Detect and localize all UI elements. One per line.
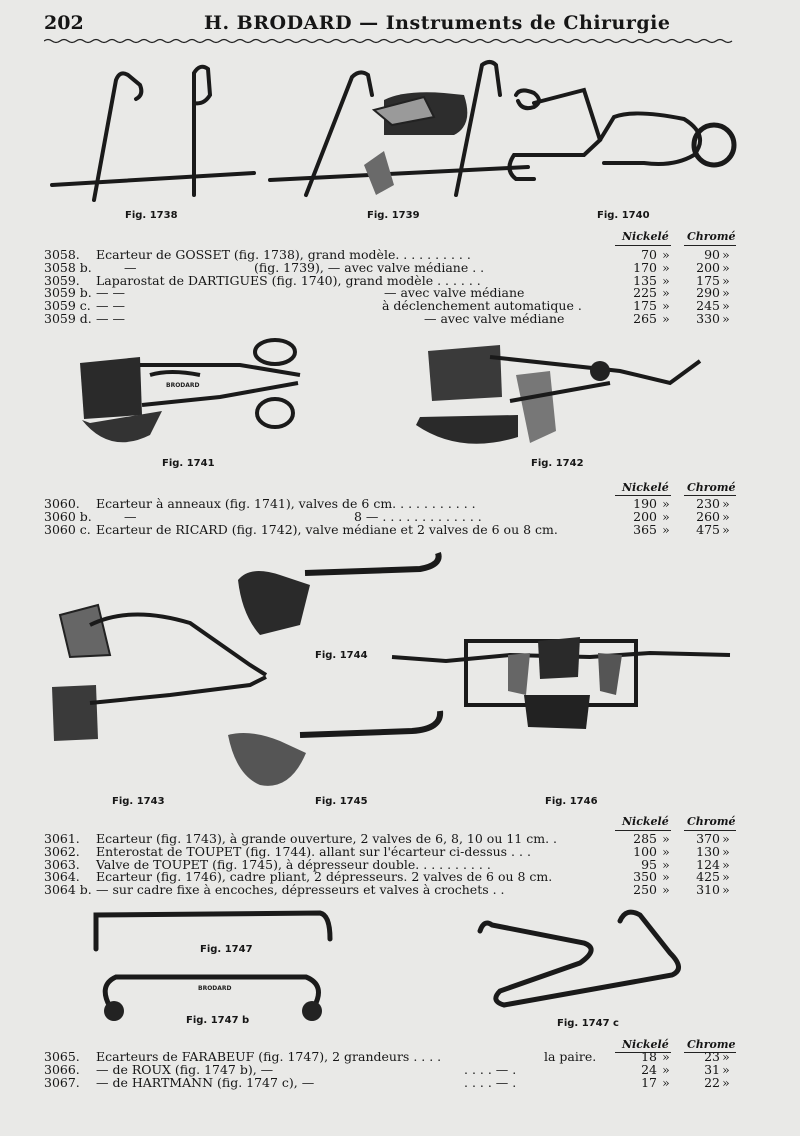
price-nickele: 17: [641, 1074, 657, 1090]
figure-label-1747b: Fig. 1747 b: [186, 1015, 250, 1026]
figure-label-1741: Fig. 1741: [162, 458, 215, 469]
quote-mark: »: [662, 508, 670, 524]
column-header-nickele: Nickelé: [622, 815, 669, 828]
price-nickele: 95: [641, 856, 657, 872]
quote-mark: »: [662, 1061, 670, 1077]
quote-mark: »: [722, 843, 730, 859]
price-chrome: 124: [696, 856, 720, 872]
figure-label-1745: Fig. 1745: [315, 796, 368, 807]
column-header-nickele: Nickelé: [622, 481, 669, 494]
price-nickele: 265: [633, 311, 657, 326]
retractor-illustration-1741-1742: [70, 335, 710, 460]
item-code: 3059.: [44, 272, 80, 288]
item-description: Ecarteur à anneaux (fig. 1741), valves de 6 cm. . . . . . . . . . .: [96, 496, 476, 511]
price-chrome: 370: [696, 831, 720, 846]
item-description: —: [124, 508, 137, 524]
price-chrome: 475: [696, 521, 720, 537]
item-description-extra: . . . . — .: [464, 1061, 517, 1077]
column-rule: [615, 245, 671, 246]
item-description: — de ROUX (fig. 1747 b), —: [96, 1061, 274, 1077]
figure-label-1742: Fig. 1742: [531, 458, 584, 469]
item-description-extra: . . . . — .: [464, 1074, 517, 1090]
item-code: 3060 c.: [44, 521, 91, 537]
price-chrome: 310: [696, 882, 720, 898]
quote-mark: »: [662, 856, 670, 872]
column-rule: [684, 245, 736, 246]
item-code: 3060.: [44, 496, 80, 511]
quote-mark: »: [662, 298, 670, 314]
column-header-nickele: Nickelé: [622, 1038, 669, 1051]
quote-mark: »: [662, 496, 670, 511]
item-code: 3066.: [44, 1061, 80, 1077]
item-description-extra: — avec valve médiane: [424, 311, 565, 326]
quote-mark: »: [722, 272, 730, 288]
price-chrome: 22: [704, 1074, 720, 1090]
figure-label-1740: Fig. 1740: [597, 210, 650, 221]
price-chrome: 425: [696, 869, 720, 885]
quote-mark: »: [722, 1061, 730, 1077]
item-description: — —: [96, 298, 125, 314]
item-description: —: [124, 259, 137, 275]
price-chrome: 200: [696, 259, 720, 275]
figure-label-1747c: Fig. 1747 c: [557, 1018, 619, 1029]
price-nickele: 175: [633, 298, 657, 314]
price-nickele: 350: [633, 869, 657, 885]
column-header-chrome: Chromé: [687, 230, 736, 243]
price-chrome: 260: [696, 508, 720, 524]
quote-mark: »: [662, 882, 670, 898]
price-nickele: 70: [641, 247, 657, 262]
item-code: 3061.: [44, 831, 80, 846]
quote-mark: »: [722, 1074, 730, 1090]
retractor-illustration-1743-1746: [50, 545, 740, 795]
quote-mark: »: [662, 843, 670, 859]
item-code: 3060 b.: [44, 508, 92, 524]
price-nickele: 170: [633, 259, 657, 275]
price-row: [44, 510, 744, 523]
price-row: [44, 845, 744, 858]
svg-text:BRODARD: BRODARD: [198, 985, 232, 992]
price-chrome: 290: [696, 285, 720, 301]
quote-mark: »: [722, 259, 730, 275]
item-description: Ecarteur (fig. 1746), cadre pliant, 2 dépresseurs. 2 valves de 6 ou 8 cm.: [96, 869, 553, 885]
price-nickele: 135: [633, 272, 657, 288]
price-row: [44, 261, 744, 274]
quote-mark: »: [722, 285, 730, 301]
quote-mark: »: [662, 521, 670, 537]
quote-mark: »: [662, 1049, 670, 1064]
price-nickele: 18: [641, 1049, 657, 1064]
quote-mark: »: [722, 831, 730, 846]
item-description: — —: [96, 311, 125, 326]
item-description: Valve de TOUPET (fig. 1745), à dépresseur double. . . . . . . . . .: [96, 856, 491, 872]
quote-mark: »: [662, 247, 670, 262]
column-header-chrome: Chrome: [687, 1038, 736, 1051]
figure-label-1744: Fig. 1744: [315, 650, 368, 661]
price-nickele: 200: [633, 508, 657, 524]
price-row: [44, 883, 744, 896]
item-code: 3064.: [44, 869, 80, 885]
price-chrome: 175: [696, 272, 720, 288]
price-nickele: 190: [633, 496, 657, 511]
item-description-extra: (fig. 1739), — avec valve médiane . .: [254, 259, 485, 275]
quote-mark: »: [722, 521, 730, 537]
item-code: 3059 d.: [44, 311, 92, 326]
item-description-extra: — avec valve médiane: [384, 285, 525, 301]
price-nickele: 24: [641, 1061, 657, 1077]
price-row: [44, 523, 744, 536]
quote-mark: »: [662, 311, 670, 326]
quote-mark: »: [722, 298, 730, 314]
item-description: — —: [96, 285, 125, 301]
retractor-illustration-1738-1740: [44, 55, 744, 210]
quote-mark: »: [662, 869, 670, 885]
price-row: [44, 1063, 744, 1076]
price-nickele: 225: [633, 285, 657, 301]
quote-mark: »: [722, 856, 730, 872]
item-code: 3063.: [44, 856, 80, 872]
price-chrome: 245: [696, 298, 720, 314]
item-code: 3067.: [44, 1074, 80, 1090]
figure-label-1739: Fig. 1739: [367, 210, 420, 221]
item-description: Laparostat de DARTIGUES (fig. 1740), grand modèle . . . . . .: [96, 272, 481, 288]
quote-mark: »: [722, 882, 730, 898]
price-nickele: 250: [633, 882, 657, 898]
page-title: H. BRODARD — Instruments de Chirurgie: [204, 12, 671, 34]
figure-label-1738: Fig. 1738: [125, 210, 178, 221]
item-code: 3064 b.: [44, 882, 92, 898]
price-nickele: 365: [633, 521, 657, 537]
item-description-extra: 8 — . . . . . . . . . . . . .: [354, 508, 482, 524]
retractor-illustration-1747: [80, 905, 700, 1025]
header-rule: [44, 38, 736, 44]
item-code: 3065.: [44, 1049, 80, 1064]
item-description: Ecarteur de RICARD (fig. 1742), valve médiane et 2 valves de 6 ou 8 cm.: [96, 521, 558, 537]
figure-label-1743: Fig. 1743: [112, 796, 165, 807]
item-code: 3062.: [44, 843, 80, 859]
item-description: Ecarteur de GOSSET (fig. 1738), grand modèle. . . . . . . . . .: [96, 247, 471, 262]
quote-mark: »: [662, 1074, 670, 1090]
quote-mark: »: [662, 259, 670, 275]
item-description: — de HARTMANN (fig. 1747 c), —: [96, 1074, 315, 1090]
price-nickele: 100: [633, 843, 657, 859]
column-header-nickele: Nickelé: [622, 230, 669, 243]
price-chrome: 90: [704, 247, 720, 262]
item-code: 3059 c.: [44, 298, 91, 314]
item-code: 3059 b.: [44, 285, 92, 301]
quote-mark: »: [722, 247, 730, 262]
quote-mark: »: [722, 311, 730, 326]
column-header-chrome: Chromé: [687, 815, 736, 828]
column-header-chrome: Chromé: [687, 481, 736, 494]
price-chrome: 23: [704, 1049, 720, 1064]
figure-label-1746: Fig. 1746: [545, 796, 598, 807]
price-chrome: 230: [696, 496, 720, 511]
price-chrome: 130: [696, 843, 720, 859]
price-row: [44, 1076, 744, 1089]
figure-label-1747: Fig. 1747: [200, 944, 253, 955]
item-code: 3058.: [44, 247, 80, 262]
price-chrome: 330: [696, 311, 720, 326]
quote-mark: »: [722, 496, 730, 511]
page-header: [44, 12, 736, 40]
price-nickele: 285: [633, 831, 657, 846]
item-code: 3058 b.: [44, 259, 92, 275]
item-description-extra: à déclenchement automatique .: [382, 298, 582, 314]
page-number: 202: [44, 12, 84, 34]
quote-mark: »: [722, 1049, 730, 1064]
item-description: Ecarteurs de FARABEUF (fig. 1747), 2 grandeurs . . . .: [96, 1049, 442, 1064]
quote-mark: »: [662, 272, 670, 288]
svg-text:BRODARD: BRODARD: [166, 382, 200, 389]
item-description-extra: la paire.: [544, 1049, 597, 1064]
quote-mark: »: [722, 508, 730, 524]
price-chrome: 31: [704, 1061, 720, 1077]
quote-mark: »: [662, 285, 670, 301]
item-description: Enterostat de TOUPET (fig. 1744). allant sur l'écarteur ci-dessus . . .: [96, 843, 531, 859]
item-description: — sur cadre fixe à encoches, dépresseurs et valves à crochets . .: [96, 882, 505, 898]
item-description: Ecarteur (fig. 1743), à grande ouverture, 2 valves de 6, 8, 10 ou 11 cm. .: [96, 831, 557, 846]
price-row: [44, 312, 744, 325]
quote-mark: »: [722, 869, 730, 885]
quote-mark: »: [662, 831, 670, 846]
